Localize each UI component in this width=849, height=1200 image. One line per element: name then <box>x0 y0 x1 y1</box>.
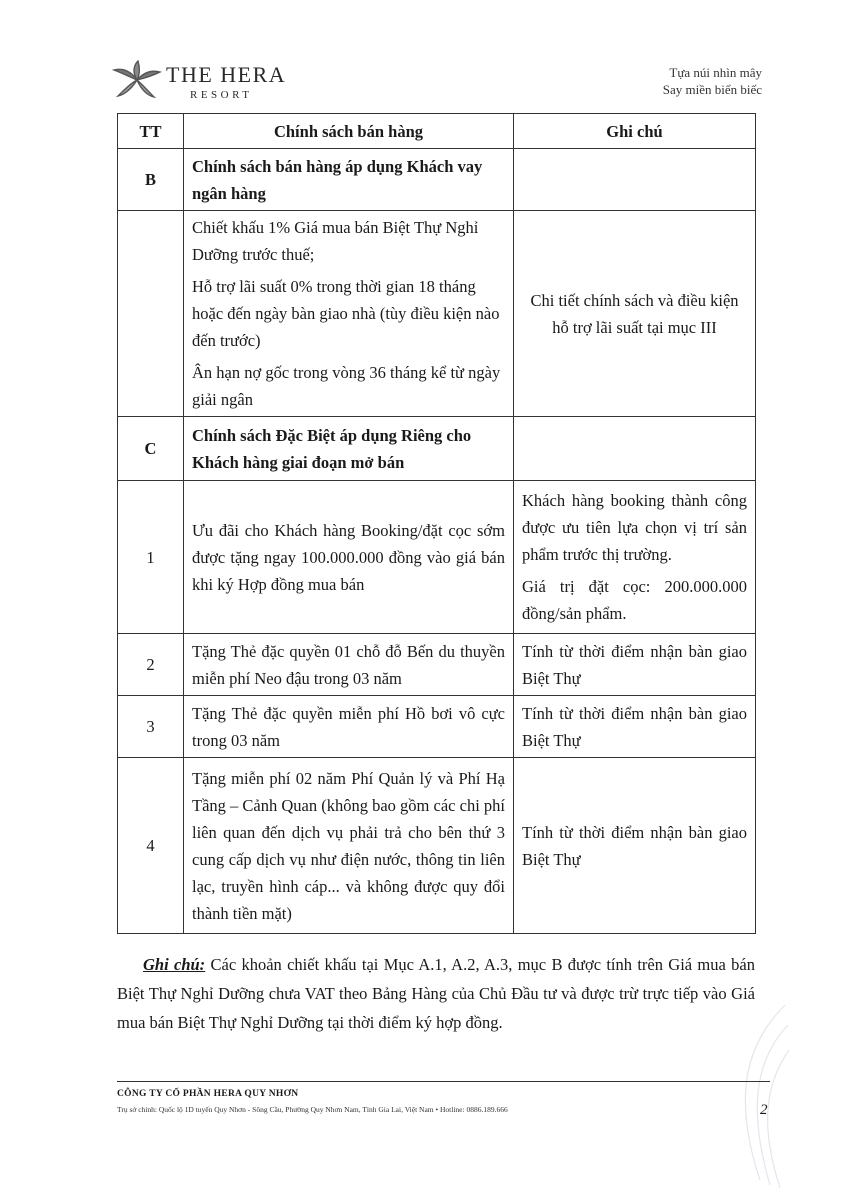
row-4-note: Tính từ thời điểm nhận bàn giao Biệt Thự <box>514 758 756 934</box>
footer-company: CÔNG TY CỔ PHẦN HERA QUY NHƠN <box>117 1089 299 1099</box>
page-number: 2 <box>760 1102 768 1118</box>
header-tt: TT <box>118 114 184 149</box>
tagline-line-2: Say miền biển biếc <box>662 82 762 97</box>
section-c-tt: C <box>118 417 184 481</box>
row-b-interest-support: Hỗ trợ lãi suất 0% trong thời gian 18 tháng hoặc đến ngày bàn giao nhà (tùy điều kiện nào đến trước) <box>192 277 500 350</box>
table-row-4 <box>118 758 756 934</box>
row-b-policy <box>184 211 514 417</box>
row-2-tt: 2 <box>118 634 184 696</box>
row-1-note-booking: Khách hàng booking thành công được ưu tiên lựa chọn vị trí sản phẩm trước thị trường. <box>522 491 747 564</box>
section-b-tt: B <box>118 149 184 211</box>
palm-leaf-icon <box>112 60 162 100</box>
table-row-3 <box>118 696 756 758</box>
row-b-discount: Chiết khấu 1% Giá mua bán Biệt Thự Nghỉ Dưỡng trước thuế; <box>192 218 479 264</box>
footer-divider <box>117 1081 770 1082</box>
footer-address: Trụ sở chính: Quốc lộ 1D tuyến Quy Nhơn - Sông Cầu, Phường Quy Nhơn Nam, Tỉnh Gia Lai, Việt Nam • Hotline: 0886.189.666 <box>117 1105 508 1114</box>
row-b-tt <box>118 211 184 417</box>
table-header-row <box>118 114 756 149</box>
brand-name: THE HERA <box>166 62 287 87</box>
section-c-note <box>514 417 756 481</box>
row-3-policy: Tặng Thẻ đặc quyền miễn phí Hồ bơi vô cực trong 03 năm <box>184 696 514 758</box>
row-b-grace-period: Ân hạn nợ gốc trong vòng 36 tháng kể từ ngày giải ngân <box>192 363 501 409</box>
row-1-note-deposit: Giá trị đặt cọc: 200.000.000 đồng/sản phẩm. <box>522 577 747 623</box>
tagline <box>663 64 762 98</box>
section-b-note <box>514 149 756 211</box>
row-3-tt: 3 <box>118 696 184 758</box>
header-policy: Chính sách bán hàng <box>184 114 514 149</box>
footnote-paragraph <box>117 950 755 1037</box>
row-3-note: Tính từ thời điểm nhận bàn giao Biệt Thự <box>514 696 756 758</box>
hera-logo <box>112 56 312 106</box>
section-c-title: Chính sách Đặc Biệt áp dụng Riêng cho Khách hàng giai đoạn mở bán <box>184 417 514 481</box>
row-b-note: Chi tiết chính sách và điều kiện hỗ trợ lãi suất tại mục III <box>514 211 756 417</box>
row-4-policy: Tặng miễn phí 02 năm Phí Quản lý và Phí Hạ Tầng – Cảnh Quan (không bao gồm các chi phí liên quan đến dịch vụ phải trả cho bên thứ 3 cung cấp dịch vụ như điện nước, thông tin liên lạc, truyền hình cáp... và không được quy đổi thành tiền mặt) <box>184 758 514 934</box>
footnote-label: Ghi chú: <box>143 955 206 974</box>
sales-policy-table <box>117 113 756 934</box>
section-b-title: Chính sách bán hàng áp dụng Khách vay ngân hàng <box>184 149 514 211</box>
header-note: Ghi chú <box>514 114 756 149</box>
section-row-b <box>118 149 756 211</box>
section-row-c <box>118 417 756 481</box>
table-row-2 <box>118 634 756 696</box>
decorative-swirl-icon <box>690 1000 790 1190</box>
row-4-tt: 4 <box>118 758 184 934</box>
table-row-b-detail <box>118 211 756 417</box>
tagline-line-1: Tựa núi nhìn mây <box>669 65 762 80</box>
row-1-policy: Ưu đãi cho Khách hàng Booking/đặt cọc sớm được tặng ngay 100.000.000 đồng vào giá bán khi ký Hợp đồng mua bán <box>184 481 514 634</box>
footnote-text: Các khoản chiết khấu tại Mục A.1, A.2, A.3, mục B được tính trên Giá mua bán Biệt Thự Nghỉ Dưỡng chưa VAT theo Bảng Hàng của Chủ Đầu tư và được trừ trực tiếp vào Giá mua bán Biệt Thự Nghỉ Dưỡng tại thời điểm ký hợp đồng. <box>117 955 755 1032</box>
row-1-note <box>514 481 756 634</box>
row-1-tt: 1 <box>118 481 184 634</box>
row-2-policy: Tặng Thẻ đặc quyền 01 chỗ đỗ Bến du thuyền miễn phí Neo đậu trong 03 năm <box>184 634 514 696</box>
row-2-note: Tính từ thời điểm nhận bàn giao Biệt Thự <box>514 634 756 696</box>
table-row-1 <box>118 481 756 634</box>
brand-subtitle: RESORT <box>190 89 253 101</box>
